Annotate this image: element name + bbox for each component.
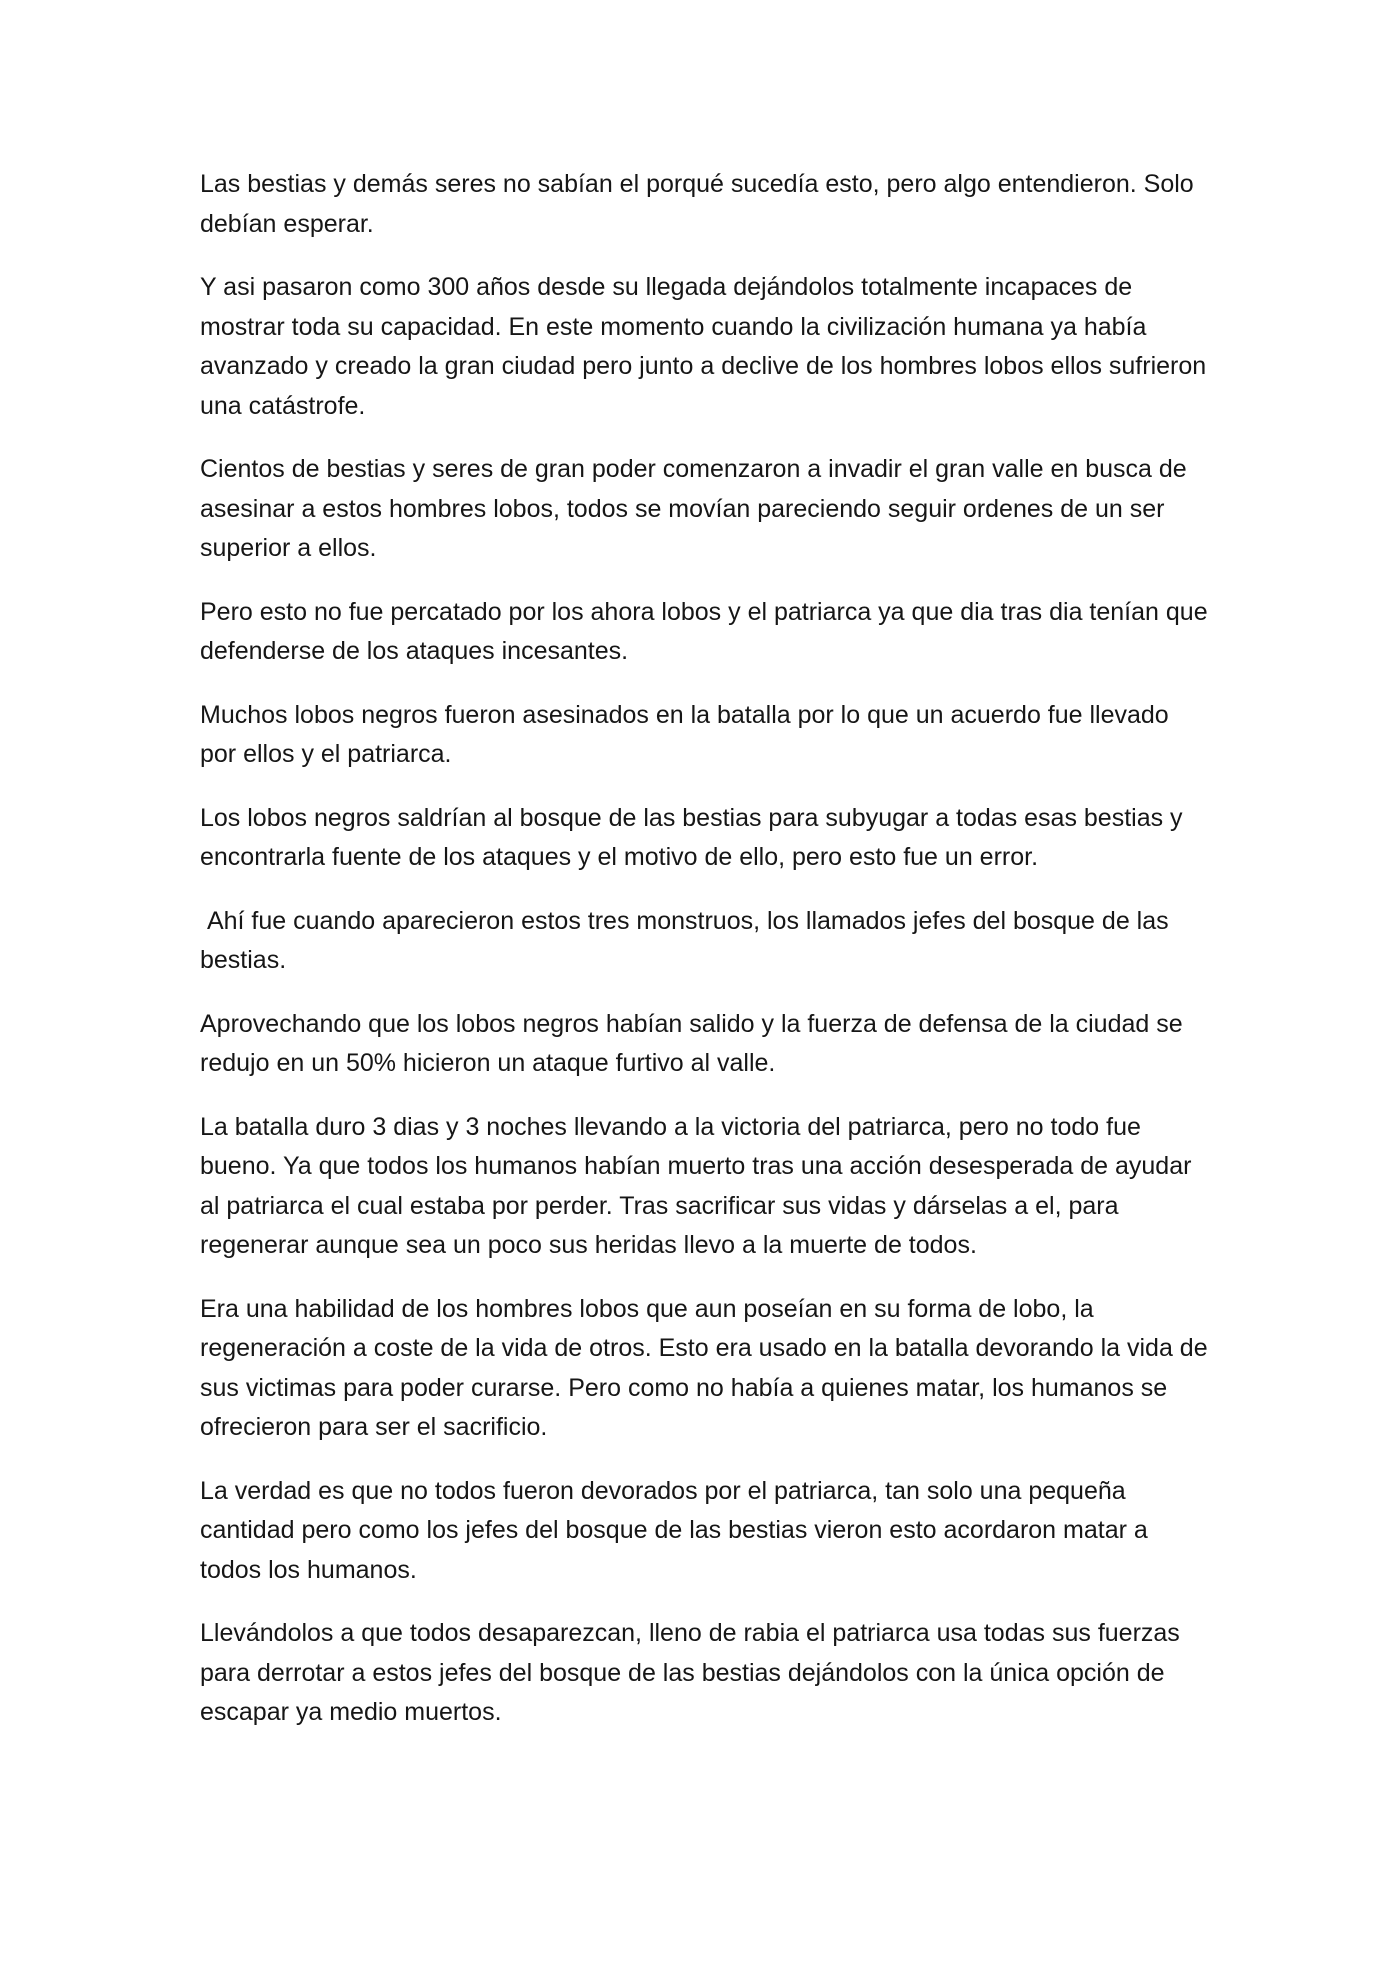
paragraph-7: Ahí fue cuando aparecieron estos tres monstruos, los llamados jefes del bosque de las bestias. xyxy=(200,906,1176,974)
paragraph-4: Pero esto no fue percatado por los ahora lobos y el patriarca ya que dia tras dia tenían que defenderse de los ataques incesantes. xyxy=(200,597,1215,665)
paragraph-6: Los lobos negros saldrían al bosque de las bestias para subyugar a todas esas bestias y encontrarla fuente de los ataques y el motivo de ello, pero esto fue un error. xyxy=(200,803,1190,871)
paragraph-12: Llevándolos a que todos desaparezcan, lleno de rabia el patriarca usa todas sus fuerzas para derrotar a estos jefes del bosque de las bestias dejándolos con la única opción de escapar ya medio muertos. xyxy=(200,1619,1187,1726)
body-text xyxy=(200,165,1215,1757)
paragraph-8: Aprovechando que los lobos negros habían salido y la fuerza de defensa de la ciudad se redujo en un 50% hicieron un ataque furtivo al valle. xyxy=(200,1009,1190,1077)
paragraph-3: Cientos de bestias y seres de gran poder comenzaron a invadir el gran valle en busca de asesinar a estos hombres lobos, todos se movían pareciendo seguir ordenes de un ser superior a ellos. xyxy=(200,455,1194,562)
paragraph-10: Era una habilidad de los hombres lobos que aun poseían en su forma de lobo, la regeneración a coste de la vida de otros. Esto era usado en la batalla devorando la vida de sus victimas para poder curarse. Pero como no había a quienes matar, los humanos se ofrecieron para ser el sacrificio. xyxy=(200,1294,1215,1441)
paragraph-2: Y asi pasaron como 300 años desde su llegada dejándolos totalmente incapaces de mostrar toda su capacidad. En este momento cuando la civilización humana ya había avanzado y creado la gran ciudad pero junto a declive de los hombres lobos ellos sufrieron una catástrofe. xyxy=(200,273,1214,420)
paragraph-1: Las bestias y demás seres no sabían el porqué sucedía esto, pero algo entendieron. Solo debían esperar. xyxy=(200,170,1201,238)
paragraph-9: La batalla duro 3 dias y 3 noches llevando a la victoria del patriarca, pero no todo fue bueno. Ya que todos los humanos habían muerto tras una acción desesperada de ayudar al patriarca el cual estaba por perder. Tras sacrificar sus vidas y dárselas a el, para regenerar aunque sea un poco sus heridas llevo a la muerte de todos. xyxy=(200,1112,1199,1259)
paragraph-11: La verdad es que no todos fueron devorados por el patriarca, tan solo una pequeña cantidad pero como los jefes del bosque de las bestias vieron esto acordaron matar a todos los humanos. xyxy=(200,1476,1155,1584)
paragraph-5: Muchos lobos negros fueron asesinados en la batalla por lo que un acuerdo fue llevado por ellos y el patriarca. xyxy=(200,700,1176,768)
